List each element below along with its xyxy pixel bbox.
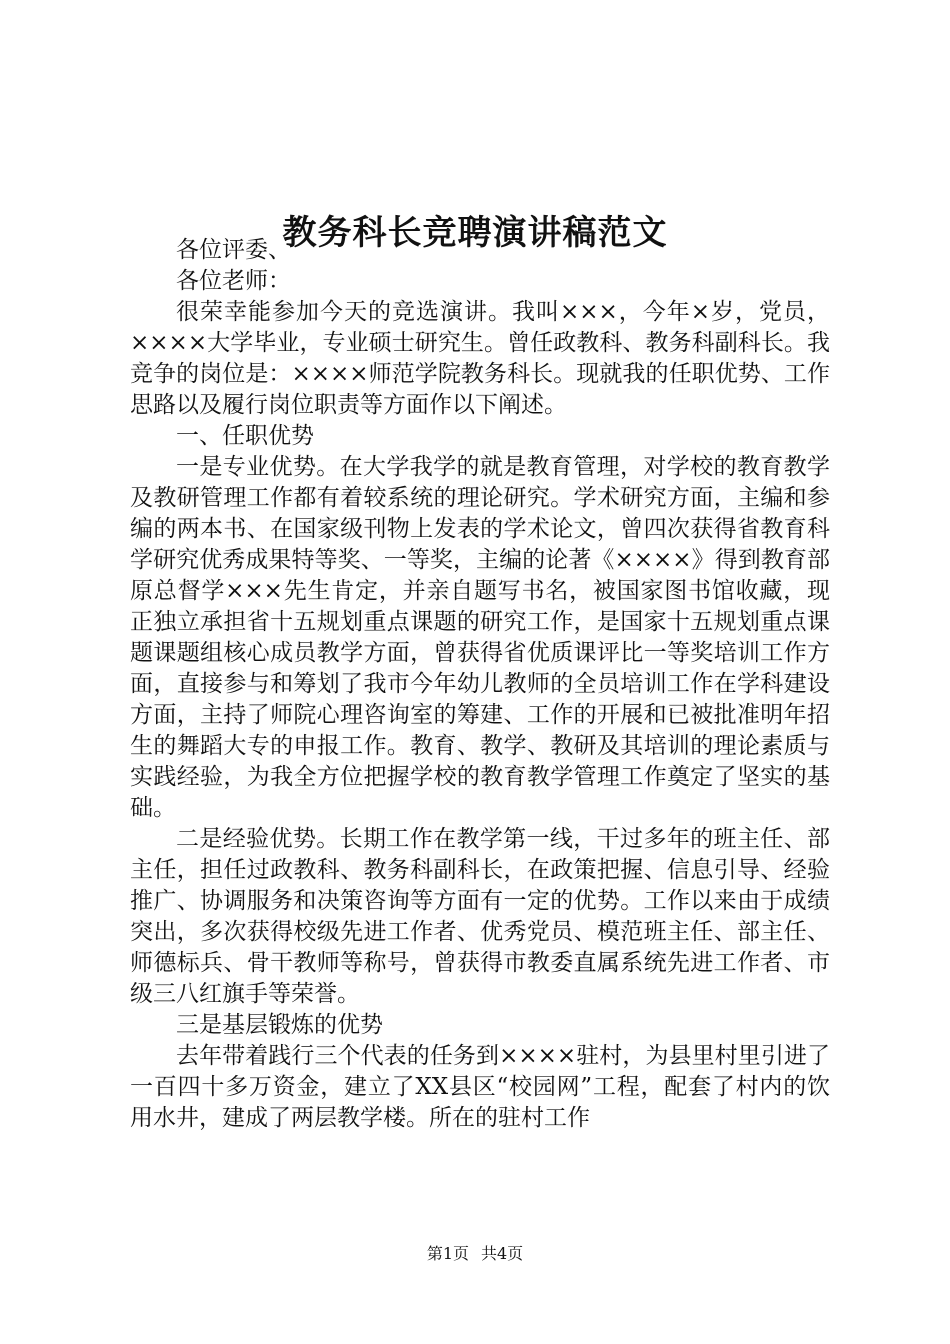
paragraph-grassroots-experience: 去年带着践行三个代表的任务到××××驻村，为县里村里引进了一百四十多万资金，建立了XX县区“校园网”工程，配套了村内的饮用水井，建成了两层教学楼。所在的驻村工作 [130,1043,830,1131]
paragraph-introduction: 很荣幸能参加今天的竞选演讲。我叫×××，今年×岁，党员，××××大学毕业，专业硕士研究生。曾任政教科、教务科副科长。我竞争的岗位是：××××师范学院教务科长。现就我的任职优势、工作思路以及履行岗位职责等方面作以下阐述。 [130,299,830,418]
document-title: 教务科长竞聘演讲稿范文 [282,212,668,253]
subheading-grassroots-advantage: 三是基层锻炼的优势 [176,1012,383,1038]
page-footer [0,1244,950,1264]
page-number: 第1页 [426,1244,469,1263]
paragraph-experience-advantage: 二是经验优势。长期工作在教学第一线，干过多年的班主任、部主任，担任过政教科、教务科副科长，在政策把握、信息引导、经验推广、协调服务和决策咨询等方面有一定的优势。工作以来由于成绩突出，多次获得校级先进工作者、优秀党员、模范班主任、部主任、师德标兵、骨干教师等称号，曾获得市教委直属系统先进工作者、市级三八红旗手等荣誉。 [130,826,830,1007]
paragraph-professional-advantage: 一是专业优势。在大学我学的就是教育管理，对学校的教育教学及教研管理工作都有着较系统的理论研究。学术研究方面，主编和参编的两本书、在国家级刊物上发表的学术论文，曾四次获得省教育科学研究优秀成果特等奖、一等奖，主编的论著《××××》得到教育部原总督学×××先生肯定，并亲自题写书名，被国家图书馆收藏，现正独立承担省十五规划重点课题的研究工作，是国家十五规划重点课题课题组核心成员教学方面，曾获得省优质课评比一等奖培训工作方面，直接参与和筹划了我市今年幼儿教师的全员培训工作在学科建设方面，主持了师院心理咨询室的筹建、工作的开展和已被批准明年招生的舞蹈大专的申报工作。教育、教学、教研及其培训的理论素质与实践经验，为我全方位把握学校的教育教学管理工作奠定了坚实的基础。 [130,454,830,821]
salutation-teachers: 各位老师： [176,268,291,294]
page-total: 共4页 [481,1244,524,1263]
salutation-judges: 各位评委、 [176,237,291,263]
section-heading-advantages: 一、任职优势 [176,423,314,449]
document-body [130,235,830,1134]
